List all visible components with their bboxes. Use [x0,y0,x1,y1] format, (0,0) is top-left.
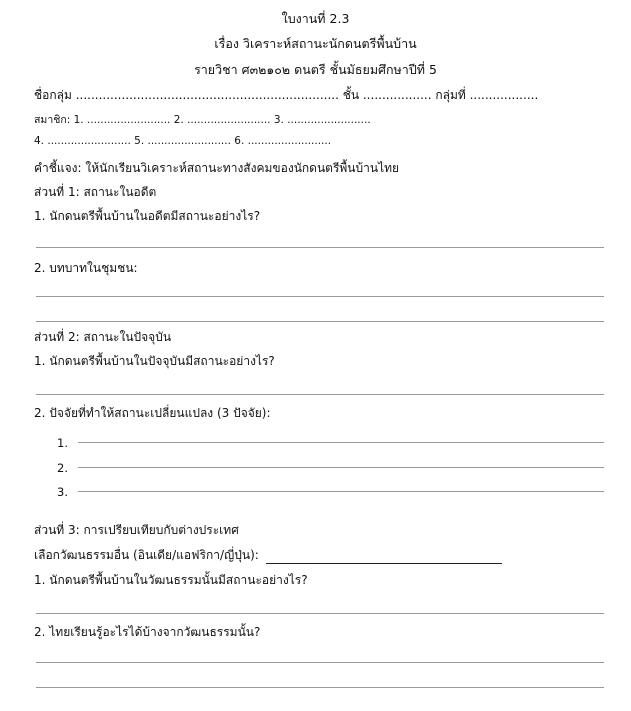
group-info-line: ชื่อกลุ่ม ..................................................................... ชั้น .................. กลุ่มที่ .................. [34,88,539,102]
factor-number-2: 2. [57,461,68,475]
answer-line [36,296,604,297]
members-line-2: 4. ......................... 5. ......................... 6. ......................... [34,135,332,147]
factor-answer-line [78,442,604,443]
part3-title: ส่วนที่ 3: การเปรียบเทียบกับต่างประเทศ [34,523,239,537]
part2-title: ส่วนที่ 2: สถานะในปัจจุบัน [34,330,172,344]
answer-line [36,321,604,322]
factor-answer-line [78,491,604,492]
part2-question-1: 1. นักดนตรีพื้นบ้านในปัจจุบันมีสถานะอย่างไร? [34,354,275,368]
part1-question-2: 2. บทบาทในชุมชน: [34,261,138,275]
instruction: คำชี้แจง: ให้นักเรียนวิเคราะห์สถานะทางสังคมของนักดนตรีพื้นบ้านไทย [34,161,400,175]
culture-blank-line [266,563,502,564]
answer-line [36,687,604,688]
members-line-1: สมาชิก: 1. ......................... 2. ......................... 3. ......................... [34,114,371,126]
answer-line [36,662,604,663]
part1-question-1: 1. นักดนตรีพื้นบ้านในอดีตมีสถานะอย่างไร? [34,209,261,223]
worksheet-number: ใบงานที่ 2.3 [281,11,350,26]
course-line: รายวิชา ศ๓๒๑๐๒ ดนตรี ชั้นมัธยมศึกษาปีที่ 5 [194,62,437,77]
part3-question-2: 2. ไทยเรียนรู้อะไรได้บ้างจากวัฒนธรรมนั้น? [34,625,261,639]
answer-line [36,394,604,395]
part1-title: ส่วนที่ 1: สถานะในอดีต [34,185,157,199]
factor-answer-line [78,467,604,468]
part3-question-1: 1. นักดนตรีพื้นบ้านในวัฒนธรรมนั้นมีสถานะอย่างไร? [34,573,308,587]
part2-question-2: 2. ปัจจัยที่ทำให้สถานะเปลี่ยนแปลง (3 ปัจจัย): [34,406,271,420]
worksheet-topic: เรื่อง วิเคราะห์สถานะนักดนตรีพื้นบ้าน [214,36,417,51]
answer-line [36,247,604,248]
factor-number-1: 1. [57,436,68,450]
part3-choose-culture: เลือกวัฒนธรรมอื่น (อินเดีย/แอฟริกา/ญี่ปุ่น): [34,548,259,562]
factor-number-3: 3. [57,485,68,499]
answer-line [36,613,604,614]
